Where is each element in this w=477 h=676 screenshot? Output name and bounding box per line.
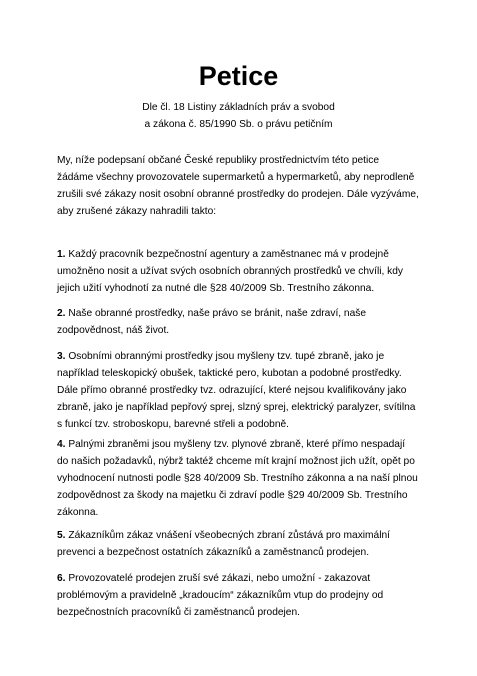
item-text: Každý pracovník bezpečnostní agentury a zaměstnanec má v prodejně (68, 249, 389, 260)
item-line (57, 349, 437, 366)
item-line (57, 247, 437, 264)
item-number: 2. (57, 308, 66, 319)
legal-basis-line: a zákona č. 85/1990 Sb. o právu petičním (144, 119, 333, 130)
item-line: do našich požadavků, nýbrž taktéž chceme mít krajní možnost jich užít, opět po (57, 455, 415, 467)
item-number: 1. (57, 249, 66, 260)
legal-basis-line: Dle čl. 18 Listiny základních práv a svobod (142, 102, 335, 113)
legal-basis (0, 99, 477, 133)
demand-item-1 (57, 247, 437, 298)
item-line (57, 571, 437, 588)
intro-line: aby zrušené zákazy nahradili takto: (57, 205, 217, 217)
intro-line: zrušili své zákazy nosit osobní obranné prostředky do prodejen. Dále vyzýváme, (57, 188, 419, 200)
item-line: zbraně, jako je například pepřový sprej, slzný sprej, elektrický paralyzer, svítilna (57, 401, 416, 413)
item-text: Naše obranné prostředky, naše právo se bránit, naše zdraví, naše (68, 308, 367, 319)
demand-item-5 (57, 528, 437, 562)
item-line: Dále přímo obranné prostředky tvz. odrazující, které nejsou kvalifikovány jako (57, 384, 407, 396)
demand-item-2 (57, 306, 437, 340)
item-line: problémovým a pravidelně „kradoucím“ zákazníkům vtup do prodejny od (57, 589, 384, 601)
item-line: vyhodnocení nutnosti podle §28 40/2009 Sb. Trestního zákonna a na naší plnou (57, 472, 418, 484)
item-number: 3. (57, 351, 66, 362)
item-line: zodpovědnost za škody na majetku či zdraví podle §29 40/2009 Sb. Trestního (57, 489, 408, 501)
item-line: prevenci a bezpečnost ostatních zákazníků a zaměstnanců prodejen. (57, 546, 370, 558)
item-line: bezpečnostních pracovníků či zaměstnanců prodejen. (57, 606, 300, 618)
item-number: 4. (57, 439, 66, 450)
item-line: s funkcí tzv. stroboskopu, barevné střeli a podobně. (57, 418, 289, 430)
demand-item-6 (57, 571, 437, 622)
item-line (57, 528, 437, 545)
item-number: 6. (57, 573, 66, 584)
item-line (57, 306, 437, 323)
item-number: 5. (57, 530, 66, 541)
page-title: Petice (198, 61, 279, 91)
item-line: jejich užití vyhodnotí za nutné dle §28 40/2009 Sb. Trestního zákonna. (57, 282, 375, 294)
item-text: Zákazníkům zákaz vnášení všeobecných zbraní zůstává pro maximální (68, 530, 390, 541)
intro-paragraph (57, 153, 437, 221)
intro-line: žádáme všechny provozovatele supermarketů a hypermarketů, aby neprodleně (57, 171, 415, 183)
item-text: Palnými zbraněmi jsou myšleny tzv. plynové zbraně, které přímo nespadají (68, 439, 406, 450)
item-line: umožněno nosit a užívat svých osobních obranných prostředků ve chvíli, kdy (57, 265, 403, 277)
item-text: Osobními obrannými prostředky jsou myšleny tzv. tupé zbraně, jako je (68, 351, 385, 362)
item-line: například teleskopický obušek, taktické pero, kubotan a podobné prostředky. (57, 367, 402, 379)
item-line: zodpovědnost, náš život. (57, 324, 170, 336)
item-text: Provozovatelé prodejen zruší své zákazi, nebo umožní - zakazovat (68, 573, 371, 584)
item-line (57, 437, 437, 454)
demand-item-3 (57, 349, 437, 434)
demand-item-4 (57, 437, 437, 522)
item-line: zákonna. (57, 506, 99, 518)
intro-line: My, níže podepsaní občané České republiky prostřednictvím této petice (57, 155, 380, 166)
